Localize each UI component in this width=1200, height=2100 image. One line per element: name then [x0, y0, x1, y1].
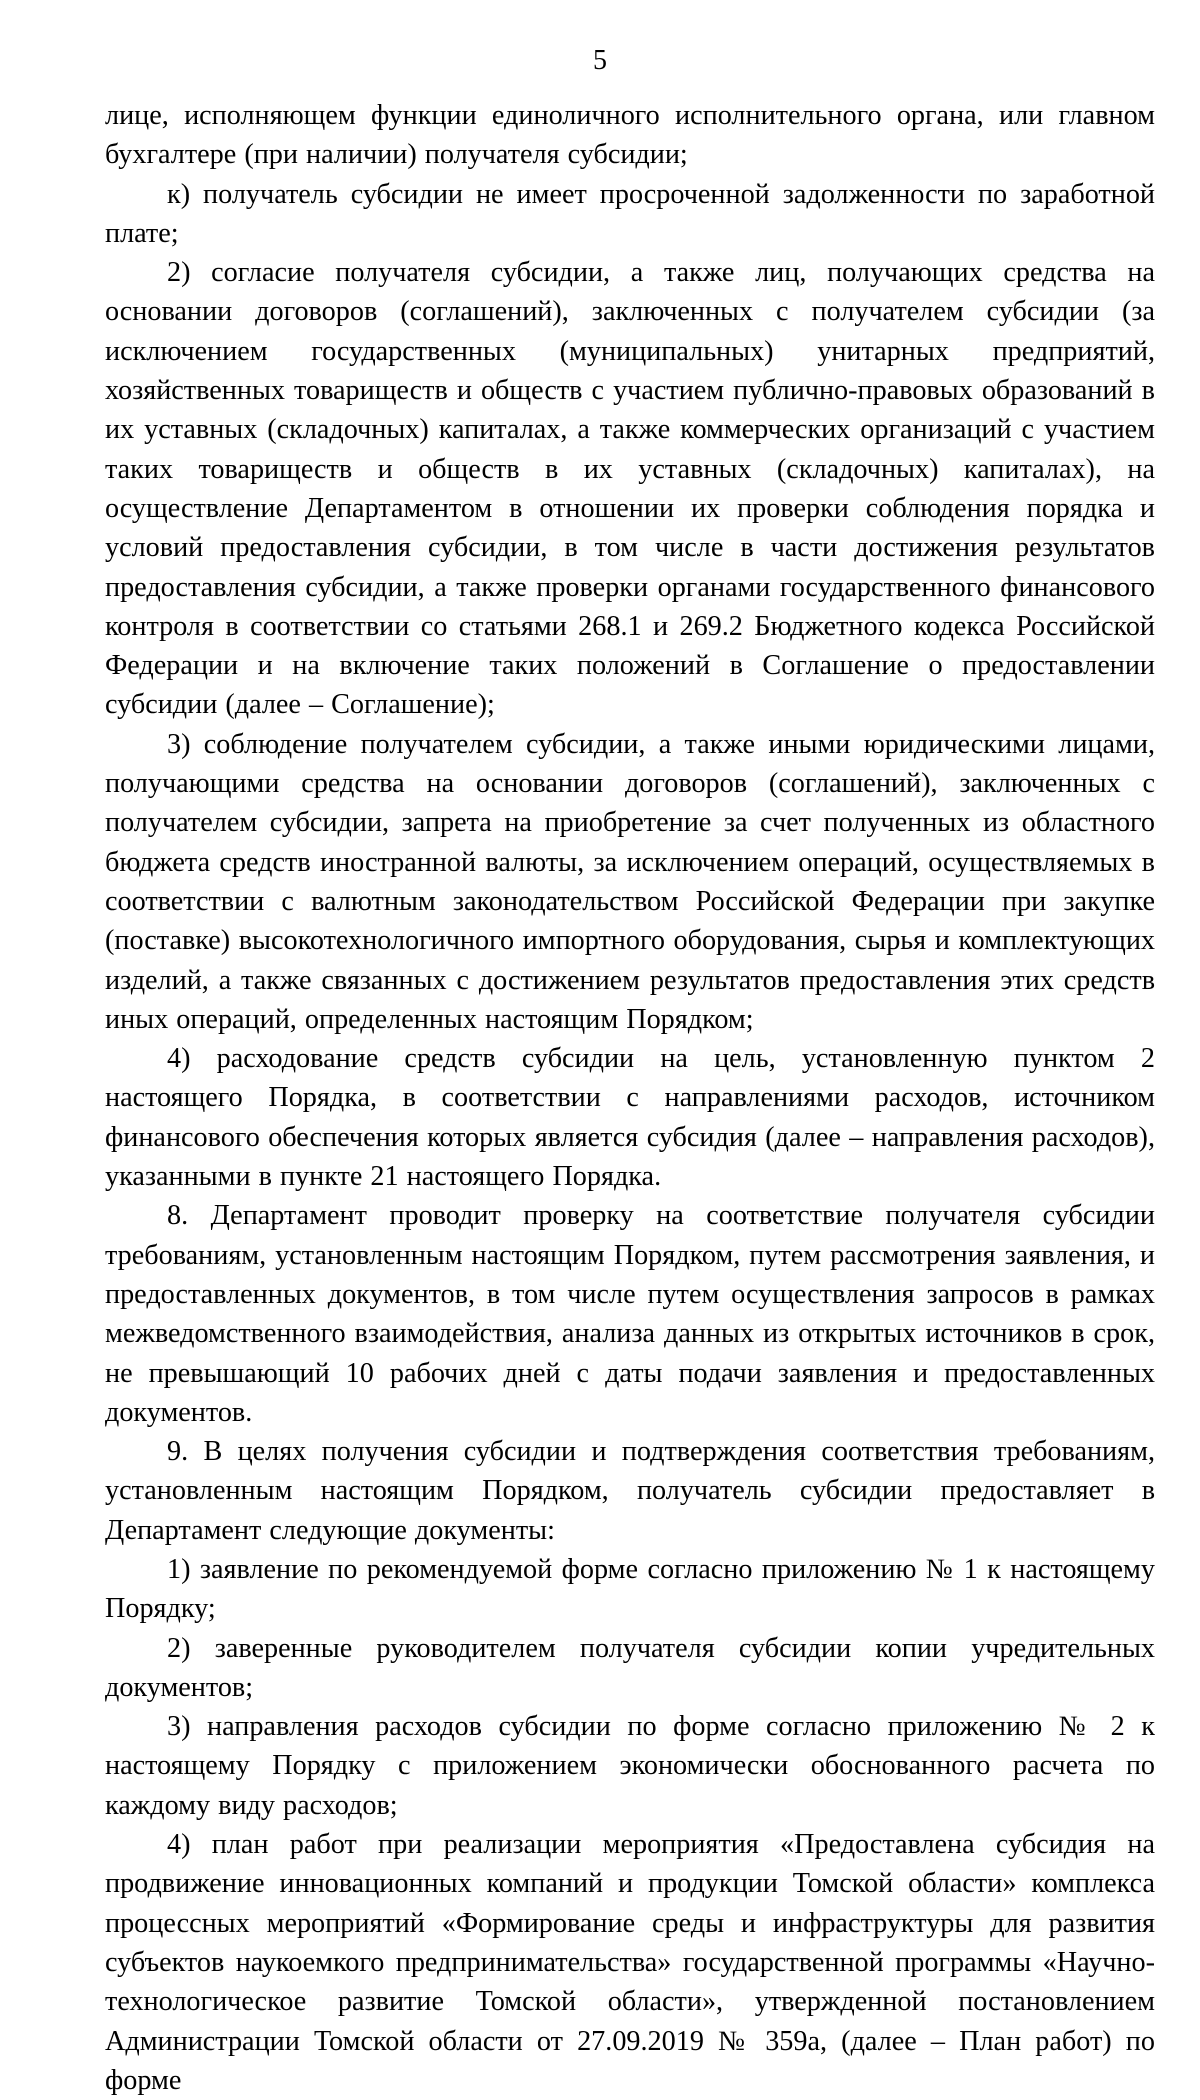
- paragraph-item-2: 2) согласие получателя субсидии, а также лиц, получающих средства на основании договоров (соглашений), заключенных с получателем субсидии (за исключением государственных (муниципальных) унитарных предприятий, хозяйственных товариществ и обществ с участием публично-правовых образований в их уставных (складочных) капиталах, а также коммерческих организаций с участием таких товариществ и обществ в их уставных (складочных) капиталах), на осуществление Департаментом в отношении их проверки соблюдения порядка и условий предоставления субсидии, в том числе в части достижения результатов предоставления субсидии, а также проверки органами государственного финансового контроля в соответствии со статьями 268.1 и 269.2 Бюджетного кодекса Российской Федерации и на включение таких положений в Соглашение о предоставлении субсидии (далее – Соглашение);: [105, 257, 1155, 721]
- paragraph-item-k: к) получатель субсидии не имеет просроченной задолженности по заработной плате;: [105, 178, 1155, 249]
- paragraph-continuation: лице, исполняющем функции единоличного исполнительного органа, или главном бухгалтере (при наличии) получателя субсидии;: [105, 100, 1155, 171]
- paragraph-point-9: 9. В целях получения субсидии и подтверждения соответствия требованиям, установленным настоящим Порядком, получатель субсидии предоставляет в Департамент следующие документы:: [105, 1436, 1155, 1546]
- paragraph-doc-2: 2) заверенные руководителем получателя субсидии копии учредительных документов;: [105, 1632, 1155, 1703]
- document-body: [105, 96, 1155, 2100]
- paragraph-doc-4: 4) план работ при реализации мероприятия «Предоставлена субсидия на продвижение инновационных компаний и продукции Томской области» комплекса процессных мероприятий «Формирование среды и инфраструктуры для развития субъектов наукоемкого предпринимательства» государственной программы «Научно-технологическое развитие Томской области», утвержденной постановлением Администрации Томской области от 27.09.2019 № 359а, (далее – План работ) по форме: [105, 1829, 1155, 2096]
- paragraph-doc-1: 1) заявление по рекомендуемой форме согласно приложению № 1 к настоящему Порядку;: [105, 1553, 1155, 1625]
- paragraph-item-4: 4) расходование средств субсидии на цель, установленную пунктом 2 настоящего Порядка, в соответствии с направлениями расходов, источником финансового обеспечения которых является субсидия (далее – направления расходов), указанными в пункте 21 настоящего Порядка.: [105, 1043, 1155, 1193]
- paragraph-item-3: 3) соблюдение получателем субсидии, а также иными юридическими лицами, получающими средства на основании договоров (соглашений), заключенных с получателем субсидии, запрета на приобретение за счет полученных из областного бюджета средств иностранной валюты, за исключением операций, осуществляемых в соответствии с валютным законодательством Российской Федерации при закупке (поставке) высокотехнологичного импортного оборудования, сырья и комплектующих изделий, а также связанных с достижением результатов предоставления этих средств иных операций, определенных настоящим Порядком;: [105, 728, 1155, 1035]
- paragraph-point-8: 8. Департамент проводит проверку на соответствие получателя субсидии требованиям, установленным настоящим Порядком, путем рассмотрения заявления, и предоставленных документов, в том числе путем осуществления запросов в рамках межведомственного взаимодействия, анализа данных из открытых источников в срок, не превышающий 10 рабочих дней с даты подачи заявления и предоставленных документов.: [105, 1200, 1155, 1428]
- page-number: 5: [593, 45, 607, 76]
- paragraph-doc-3: 3) направления расходов субсидии по форме согласно приложению № 2 к настоящему Порядку с приложением экономически обоснованного расчета по каждому виду расходов;: [105, 1711, 1155, 1821]
